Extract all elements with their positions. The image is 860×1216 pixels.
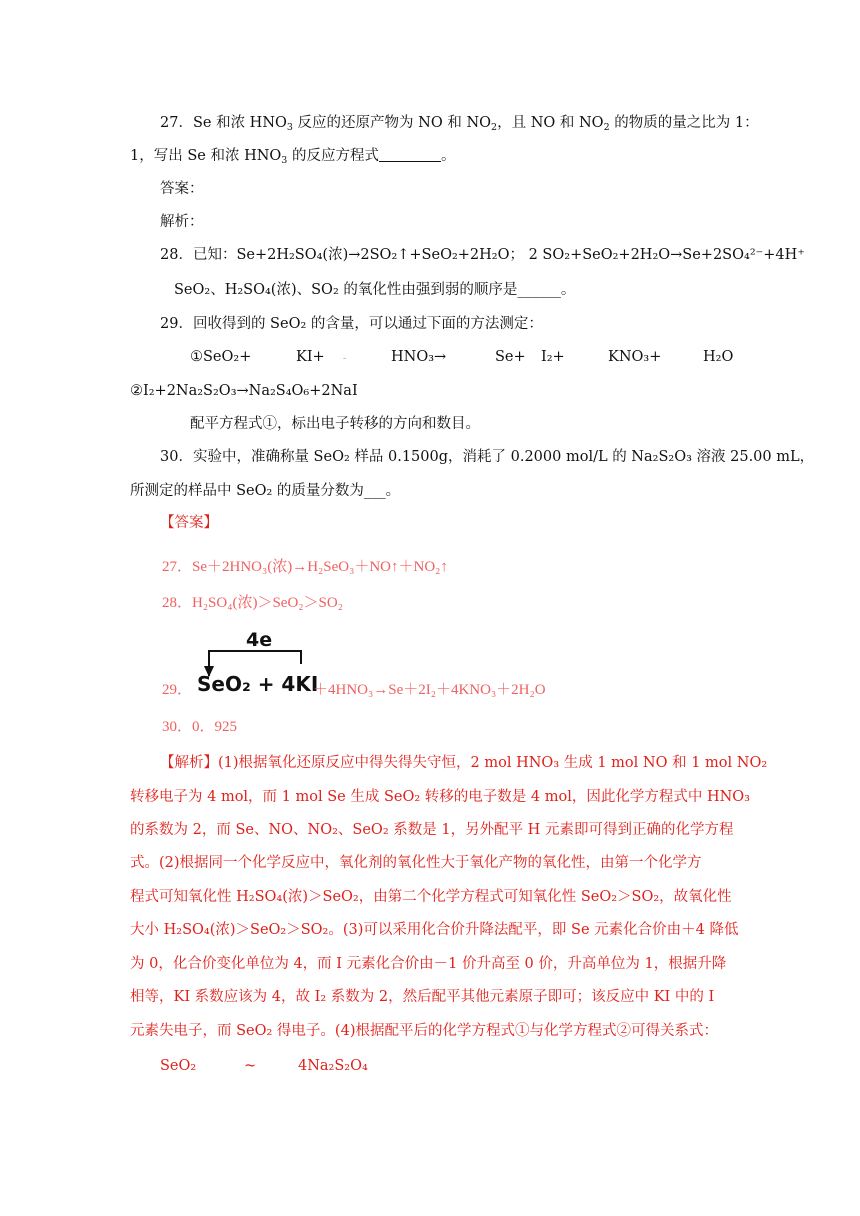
analysis-line-5: 程式可知氧化性 H₂SO₄(浓)＞SeO₂，由第二个化学方程式可知氧化性 SeO₂＞SO₂，故氧化性 xyxy=(130,889,732,905)
answer-27: 27．Se＋2HNO₃(浓)→H₂SeO₃＋NO↑＋NO₂↑ xyxy=(162,559,448,575)
small-mark: - xyxy=(343,354,347,364)
q29-eq1-t4: Se+ xyxy=(495,349,526,365)
analysis-line-4: 式。(2)根据同一个化学反应中，氧化剂的氧化性大于氧化产物的氧化性，由第一个化学方 xyxy=(130,855,702,871)
answer-29-rest: ＋4HNO₃→Se＋2I₂＋4KNO₃＋2H₂O xyxy=(313,682,546,698)
q29-eq1-t1: ①SeO₂+ xyxy=(190,349,252,365)
analysis-line-6: 大小 H₂SO₄(浓)＞SeO₂＞SO₂。(3)可以采用化合价升降法配平，即 Se 元素化合价由＋4 降低 xyxy=(130,922,739,938)
relation-tilde: ~ xyxy=(244,1058,257,1074)
analysis-line-7: 为 0，化合价变化单位为 4，而 I 元素化合价由－1 价升高至 0 价，升高单位为 1，根据升降 xyxy=(130,956,727,972)
answer-29-reactants: SeO₂ + 4KI xyxy=(197,672,319,696)
q27-line1: 27．Se 和浓 $HNO_3$ 反应的还原产物为 NO 和 $NO_2$，且 NO 和 $NO_2$ 的物质的量之比为 1： xyxy=(160,115,759,133)
analysis-line-2: 转移电子为 4 mol，而 1 mol Se 生成 SeO₂ 转移的电子数是 4 mol，因此化学方程式中 HNO₃ xyxy=(130,789,750,805)
q29-eq1-t2: KI+ xyxy=(296,349,325,365)
analysis-line-8: 相等，KI 系数应该为 4，故 I₂ 系数为 2，然后配平其他元素原子即可；该反应中 KI 中的 I xyxy=(130,989,715,1005)
relation-seo2: SeO₂ xyxy=(160,1058,197,1074)
analysis-line-1: 【解析】(1)根据氧化还原反应中得失得失守恒，2 mol HNO₃ 生成 1 mol NO 和 1 mol NO₂ xyxy=(160,755,768,771)
q29-line3: 配平方程式①，标出电子转移的方向和数目。 xyxy=(190,416,480,432)
answer-label: 答案： xyxy=(160,181,204,197)
q29-eq1-t6: KNO₃+ xyxy=(608,349,662,365)
q28-line2: SeO₂、H₂SO₄(浓)、SO₂ 的氧化性由强到弱的顺序是______。 xyxy=(174,282,576,298)
q30-line1: 30．实验中，准确称量 SeO₂ 样品 0.1500g，消耗了 0.2000 mol/L 的 Na₂S₂O₃ 溶液 25.00 mL， xyxy=(160,449,815,465)
q30-line2: 所测定的样品中 SeO₂ 的质量分数为___。 xyxy=(130,483,401,499)
answer-blank xyxy=(379,147,441,162)
answer-30: 30．0．925 xyxy=(162,719,238,735)
q27-line2: 1，写出 Se 和浓 $HNO_3$ 的反应方程式 。 xyxy=(130,148,456,166)
relation-na2s2o4: 4Na₂S₂O₄ xyxy=(298,1058,368,1074)
answer-29-label: 29． xyxy=(162,682,193,698)
answer-header: 【答案】 xyxy=(160,515,218,531)
electron-count: 4e xyxy=(246,629,273,651)
analysis-line-9: 元素失电子，而 SeO₂ 得电子。(4)根据配平后的化学方程式①与化学方程式②可得关系式： xyxy=(130,1023,718,1039)
q29-line1: 29．回收得到的 SeO₂ 的含量，可以通过下面的方法测定： xyxy=(160,316,543,332)
analysis-header: 【解析】 xyxy=(160,755,218,771)
analysis-label: 解析： xyxy=(160,214,204,230)
q29-eq1-t7: H₂O xyxy=(703,349,734,365)
q29-eq1-t3: HNO₃→ xyxy=(391,349,447,365)
q29-eq2: ②I₂+2Na₂S₂O₃→Na₂S₄O₆+2NaI xyxy=(130,383,358,399)
q28-line1: 28．已知：Se+2H₂SO₄(浓)→2SO₂↑+SeO₂+2H₂O； 2 SO₂+SeO₂+2H₂O→Se+2SO₄²⁻+4H⁺ xyxy=(160,247,805,263)
q29-eq1-t5: I₂+ xyxy=(541,349,565,365)
analysis-line-3: 的系数为 2，而 Se、NO、NO₂、SeO₂ 系数是 1，另外配平 H 元素即可得到正确的化学方程 xyxy=(130,822,734,838)
answer-28: 28．H₂SO₄(浓)＞SeO₂＞SO₂ xyxy=(162,595,343,611)
